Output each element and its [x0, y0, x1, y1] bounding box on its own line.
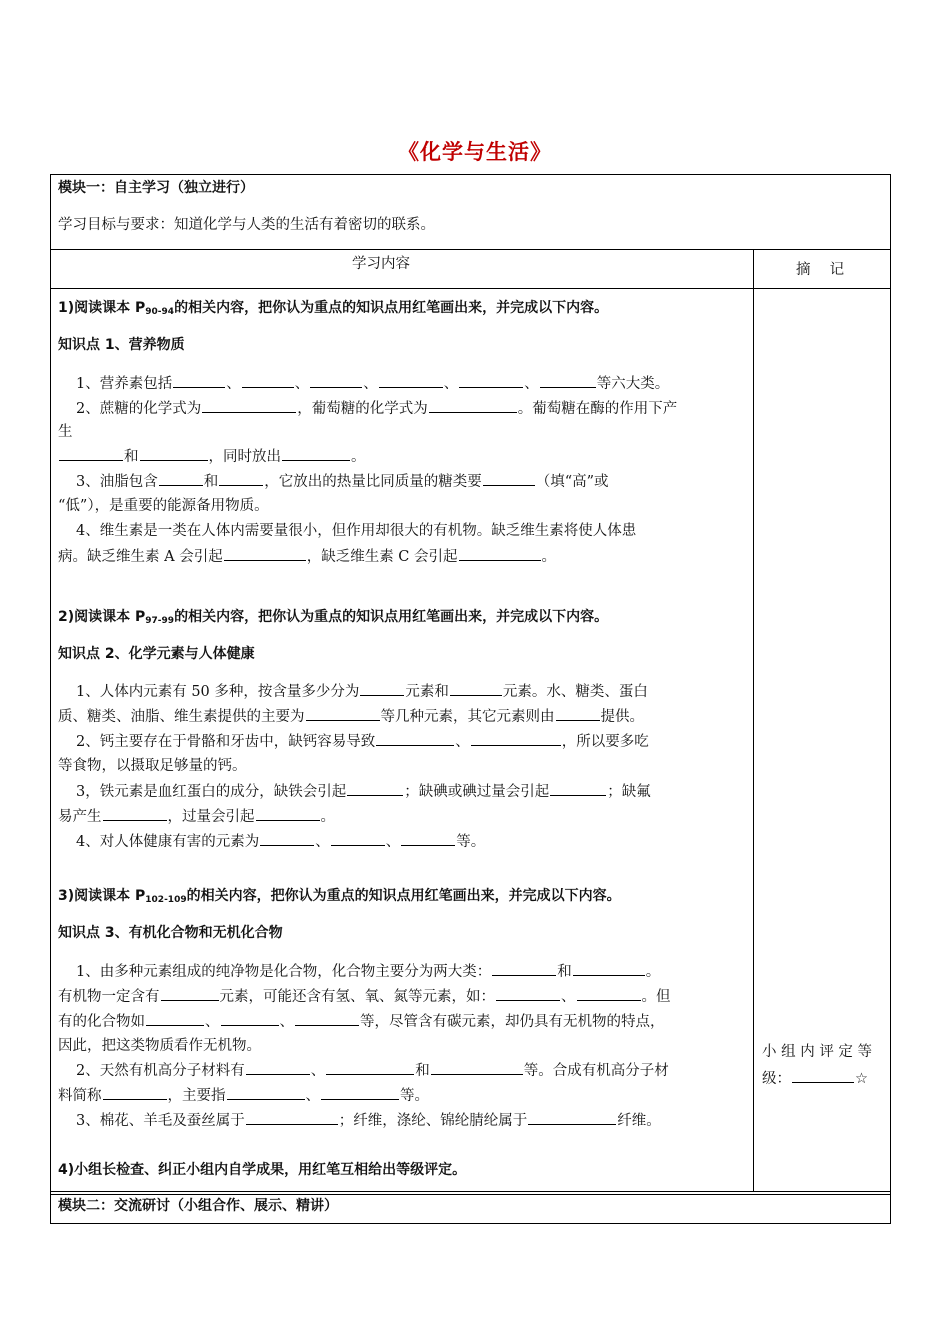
answer-blank[interactable]: [161, 984, 219, 1001]
answer-blank[interactable]: [528, 1108, 616, 1125]
answer-blank[interactable]: [459, 371, 523, 388]
answer-blank[interactable]: [246, 1108, 338, 1125]
answer-blank[interactable]: [401, 829, 455, 846]
answer-blank[interactable]: [310, 371, 362, 388]
answer-blank[interactable]: [550, 779, 606, 796]
answer-blank[interactable]: [450, 679, 502, 696]
question-line: 4、维生素是一类在人体内需要量很小，但作用却很大的有机物。缺乏维生素将使人体患: [76, 523, 637, 539]
answer-blank[interactable]: [376, 729, 454, 746]
knowledge-point-1: 知识点 1、营养物质: [58, 337, 185, 353]
answer-blank[interactable]: [282, 444, 350, 461]
question-line: 3、棉花、羊毛及蚕丝属于 ；纤维，涤纶、锦纶腈纶属于 纤维。: [76, 1108, 661, 1133]
question-line: 有机物一定含有 元素，可能还含有氢、氧、氮等元素，如： 、 。但: [58, 984, 671, 1009]
answer-blank[interactable]: [103, 1083, 167, 1100]
question-line: 有的化合物如 、 、 等，尽管含有碳元素，却仍具有无机物的特点，: [58, 1009, 665, 1034]
module1-heading: 模块一：自主学习（独立进行）: [58, 180, 254, 196]
column-header-content: 学习内容: [352, 256, 410, 272]
answer-blank[interactable]: [159, 469, 203, 486]
answer-blank[interactable]: [321, 1083, 399, 1100]
column-divider: [753, 249, 754, 1191]
answer-blank[interactable]: [146, 1009, 204, 1026]
page-title: 《化学与生活》: [398, 139, 552, 164]
answer-blank[interactable]: [431, 1058, 523, 1075]
knowledge-point-2: 知识点 2、化学元素与人体健康: [58, 646, 255, 662]
question-line: 1、人体内元素有 50 多种，按含量多少分为 元素和 元素。水、糖类、蛋白: [76, 679, 648, 704]
answer-blank[interactable]: [483, 469, 535, 486]
group-eval-grade: 级： ☆: [762, 1066, 868, 1091]
answer-blank[interactable]: [379, 371, 443, 388]
section3-heading: 3)阅读课本 $P_{102-109}$的相关内容，把你认为重点的知识点用红笔画出来，并完成以下内容。: [58, 888, 621, 905]
answer-blank[interactable]: [295, 1009, 359, 1026]
module2-heading: 模块二：交流研讨（小组合作、展示、精讲）: [58, 1198, 338, 1214]
answer-blank[interactable]: [492, 959, 556, 976]
question-line: 2、天然有机高分子材料有 、 和 等。合成有机高分子材: [76, 1058, 669, 1083]
row-divider: [51, 249, 890, 250]
knowledge-point-3: 知识点 3、有机化合物和无机化合物: [58, 925, 283, 941]
answer-blank[interactable]: [140, 444, 208, 461]
answer-blank[interactable]: [326, 1058, 414, 1075]
question-line: 和 ，同时放出 。: [58, 444, 366, 469]
section4-heading: 4)小组长检查、纠正小组内自学成果，用红笔互相给出等级评定。: [58, 1162, 467, 1178]
answer-blank[interactable]: [221, 1009, 279, 1026]
section1-heading: 1)阅读课本 $P_{90-94}$的相关内容，把你认为重点的知识点用红笔画出来，并完成以下内容。: [58, 300, 609, 317]
answer-blank[interactable]: [360, 679, 404, 696]
row-divider: [51, 1191, 890, 1192]
answer-blank[interactable]: [59, 444, 123, 461]
answer-blank[interactable]: [573, 959, 645, 976]
question-line: 易产生 ，过量会引起 。: [58, 804, 335, 829]
answer-blank[interactable]: [471, 729, 561, 746]
question-line: 质、糖类、油脂、维生素提供的主要为 等几种元素，其它元素则由 提供。: [58, 704, 644, 729]
answer-blank[interactable]: [103, 804, 167, 821]
answer-blank[interactable]: [459, 544, 541, 561]
learning-goal: 学习目标与要求：知道化学与人类的生活有着密切的联系。: [58, 217, 435, 233]
question-line: 1、营养素包括 、 、 、 、 、 等六大类。: [76, 371, 669, 396]
answer-blank[interactable]: [202, 396, 296, 413]
answer-blank[interactable]: [540, 371, 596, 388]
answer-blank[interactable]: [246, 1058, 310, 1075]
answer-blank[interactable]: [219, 469, 263, 486]
answer-blank[interactable]: [556, 704, 600, 721]
group-eval-label: 小 组 内 评 定 等: [762, 1044, 873, 1060]
question-line: 生: [58, 424, 73, 440]
question-line: 病。缺乏维生素 A 会引起 ，缺乏维生素 C 会引起 。: [58, 544, 556, 569]
question-line: 4、对人体健康有害的元素为 、 、 等。: [76, 829, 485, 854]
answer-blank[interactable]: [347, 779, 403, 796]
answer-blank[interactable]: [227, 1083, 305, 1100]
question-line: 1、由多种元素组成的纯净物是化合物，化合物主要分为两大类： 和 。: [76, 959, 660, 984]
row-divider: [51, 288, 890, 289]
answer-blank[interactable]: [331, 829, 385, 846]
question-line: 料简称 ，主要指 、 等。: [58, 1083, 429, 1108]
answer-blank[interactable]: [256, 804, 320, 821]
answer-blank[interactable]: [173, 371, 225, 388]
answer-blank[interactable]: [306, 704, 380, 721]
question-line: 2、蔗糖的化学式为 ，葡萄糖的化学式为 。葡萄糖在酶的作用下产: [76, 396, 677, 421]
question-line: 因此，把这类物质看作无机物。: [58, 1038, 261, 1054]
question-line: 3，铁元素是血红蛋白的成分，缺铁会引起 ；缺碘或碘过量会引起 ；缺氟: [76, 779, 651, 804]
answer-blank[interactable]: [260, 829, 314, 846]
question-line: 3、油脂包含 和 ，它放出的热量比同质量的糖类要 （填“高”或: [76, 469, 609, 494]
column-header-notes: 摘 记: [796, 262, 845, 278]
star-icon: ☆: [855, 1071, 868, 1087]
answer-blank[interactable]: [429, 396, 517, 413]
answer-blank[interactable]: [224, 544, 306, 561]
grade-blank[interactable]: [792, 1066, 854, 1083]
question-line: “低”），是重要的能源备用物质。: [58, 498, 269, 514]
section2-heading: 2)阅读课本 $P_{97-99}$的相关内容，把你认为重点的知识点用红笔画出来，并完成以下内容。: [58, 609, 609, 626]
answer-blank[interactable]: [496, 984, 560, 1001]
question-line: 等食物，以摄取足够量的钙。: [58, 758, 247, 774]
answer-blank[interactable]: [242, 371, 294, 388]
answer-blank[interactable]: [577, 984, 641, 1001]
question-line: 2、钙主要存在于骨骼和牙齿中，缺钙容易导致 、 ，所以要多吃: [76, 729, 649, 754]
